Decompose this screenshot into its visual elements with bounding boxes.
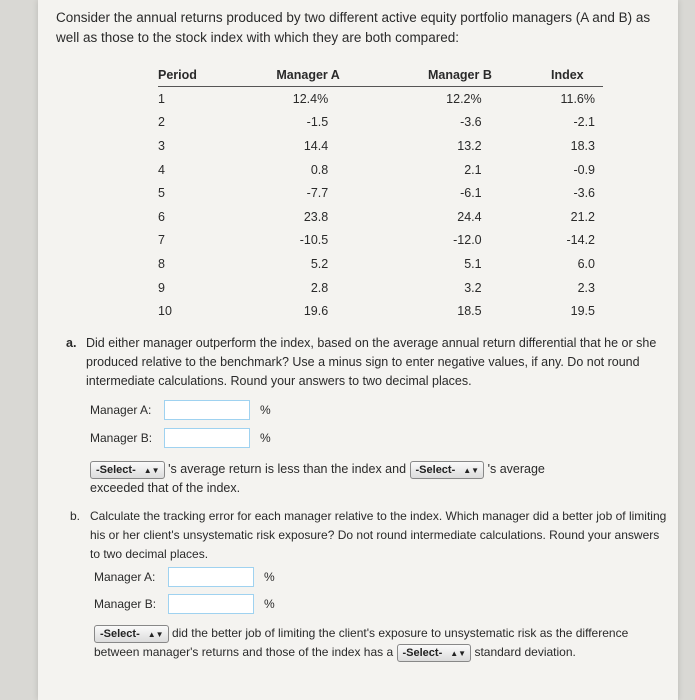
part-a-select-1[interactable] (90, 461, 165, 479)
manager-a-cell: 23.8 (303, 209, 329, 224)
part-b-question (70, 507, 670, 564)
part-b-manager-b-input[interactable] (168, 594, 254, 614)
part-b-text-1: did the better job of limiting the client's exposure to unsystematic risk as the difference between manager's returns and those of the index has a (94, 626, 629, 659)
table-header-row (158, 64, 603, 87)
table-row (158, 181, 603, 205)
part-b-manager-a-row (94, 567, 275, 587)
question-page (38, 0, 678, 700)
manager-a-cell: 5.2 (310, 256, 329, 271)
part-a-manager-a-row (90, 400, 271, 420)
manager-a-cell: 2.8 (310, 280, 329, 295)
header-index: Index (532, 64, 603, 87)
part-a-select-sentence (90, 460, 670, 497)
percent-sign: % (260, 403, 271, 417)
table-row (158, 87, 603, 111)
period-cell: 7 (158, 233, 165, 248)
index-cell: -14.2 (566, 233, 595, 248)
returns-table (158, 64, 603, 323)
manager-b-cell: -6.1 (460, 186, 482, 201)
select-label: -Select- (415, 463, 456, 476)
index-cell: 21.2 (570, 209, 595, 224)
period-cell: 3 (158, 138, 165, 153)
manager-b-cell: 3.2 (464, 280, 482, 295)
part-a-manager-a-label: Manager A: (90, 403, 152, 417)
part-a-text-1: 's average return is less than the index and (168, 462, 407, 476)
part-b-manager-b-label: Manager B: (94, 597, 157, 611)
percent-sign: % (264, 597, 275, 611)
manager-b-cell: 12.2% (446, 91, 482, 106)
part-b-select-sentence (94, 624, 654, 662)
part-a-text-2: 's average (487, 462, 545, 476)
table-row (158, 229, 603, 253)
part-b-select-2[interactable] (397, 644, 472, 662)
part-a-manager-b-input[interactable] (164, 428, 250, 448)
select-label: -Select- (96, 463, 136, 476)
part-b-text: Calculate the tracking error for each manager relative to the index. Which manager did a better job of limiting his or her client's unsystematic risk exposure? Do not round intermediate calculations. Round your answers to two decimal places. (90, 509, 667, 561)
select-label: -Select- (402, 646, 443, 659)
index-cell: -0.9 (573, 162, 595, 177)
header-manager-a: Manager A (228, 64, 388, 87)
part-b-manager-a-label: Manager A: (94, 570, 156, 584)
part-a-text-3: exceeded that of the index. (90, 480, 241, 495)
part-b-label: b. (70, 509, 81, 523)
manager-a-cell: 0.8 (310, 162, 329, 177)
manager-a-cell: 19.6 (303, 304, 329, 319)
manager-b-cell: 24.4 (457, 209, 482, 224)
period-cell: 6 (158, 209, 165, 224)
part-b-manager-a-input[interactable] (168, 567, 254, 587)
header-period: Period (158, 64, 228, 87)
table-row (158, 205, 603, 229)
index-cell: 19.5 (570, 304, 595, 319)
manager-a-cell: 14.4 (303, 138, 329, 153)
index-cell: 6.0 (577, 256, 595, 271)
period-cell: 10 (158, 304, 172, 319)
manager-b-cell: 18.5 (457, 304, 482, 319)
table-row (158, 158, 603, 182)
part-a-question (66, 334, 666, 391)
manager-a-cell: 12.4% (292, 91, 329, 106)
updown-arrow-icon: ▲▼ (143, 465, 160, 475)
percent-sign: % (264, 570, 275, 584)
part-a-select-2[interactable] (410, 461, 485, 479)
part-a-text: Did either manager outperform the index, based on the average annual return differential that he or she produced relative to the benchmark? Use a minus sign to enter negative values, if any. Do not round intermediate calculations. Round your answers to two decimal places. (86, 336, 657, 388)
part-a-manager-b-row (90, 428, 271, 448)
table-row (158, 111, 603, 135)
manager-b-cell: 5.1 (464, 256, 482, 271)
index-cell: 2.3 (577, 280, 595, 295)
table-row (158, 252, 603, 276)
manager-a-cell: -10.5 (299, 233, 329, 248)
period-cell: 8 (158, 256, 165, 271)
table-row (158, 134, 603, 158)
select-label: -Select- (100, 627, 140, 640)
manager-b-cell: -3.6 (460, 115, 482, 130)
period-cell: 4 (158, 162, 165, 177)
percent-sign: % (260, 431, 271, 445)
updown-arrow-icon: ▲▼ (450, 648, 467, 658)
part-b-text-2: standard deviation. (474, 644, 576, 659)
intro-text: Consider the annual returns produced by two different active equity portfolio managers (A and B) as well as those to the stock index with which they are both compared: (56, 10, 651, 45)
part-a-manager-a-input[interactable] (164, 400, 250, 420)
updown-arrow-icon: ▲▼ (147, 629, 164, 639)
index-cell: 11.6% (560, 91, 595, 106)
updown-arrow-icon: ▲▼ (463, 465, 480, 475)
part-a-manager-b-label: Manager B: (90, 431, 153, 445)
header-manager-b: Manager B (388, 64, 531, 87)
part-b-manager-b-row (94, 594, 275, 614)
index-cell: -3.6 (573, 186, 595, 201)
manager-b-cell: 13.2 (457, 138, 482, 153)
manager-a-cell: -1.5 (306, 115, 329, 130)
index-cell: 18.3 (570, 138, 595, 153)
period-cell: 9 (158, 280, 165, 295)
period-cell: 1 (158, 91, 165, 106)
manager-a-cell: -7.7 (306, 186, 329, 201)
table-row (158, 299, 603, 323)
manager-b-cell: 2.1 (464, 162, 482, 177)
index-cell: -2.1 (573, 115, 595, 130)
part-a-label: a. (66, 336, 77, 350)
manager-b-cell: -12.0 (453, 233, 482, 248)
table-row (158, 276, 603, 300)
period-cell: 5 (158, 186, 165, 201)
part-b-select-1[interactable] (94, 625, 169, 643)
period-cell: 2 (158, 115, 165, 130)
